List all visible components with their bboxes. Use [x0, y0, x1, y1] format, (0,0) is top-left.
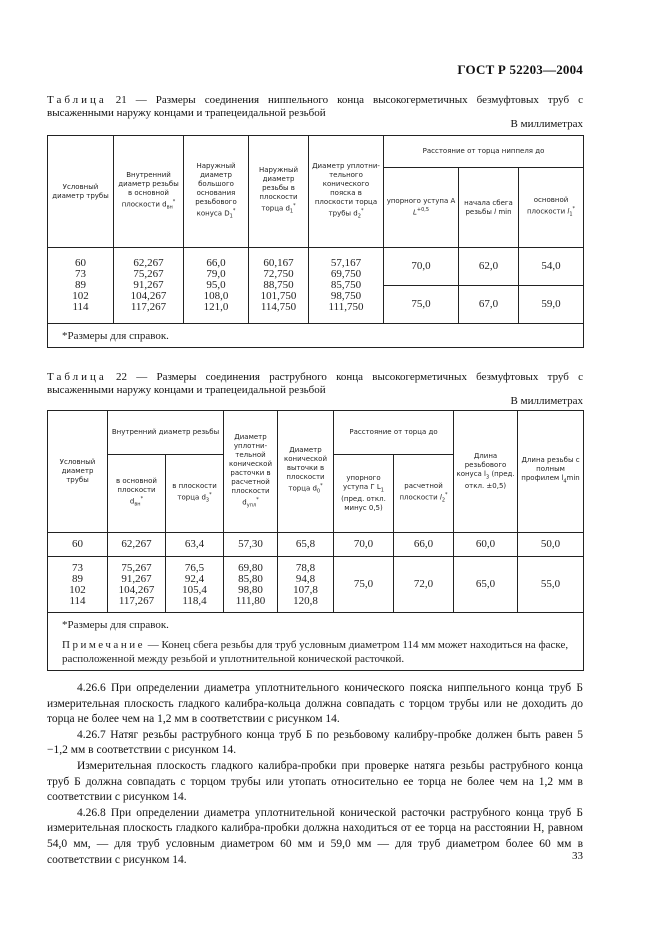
table21-caption-word: Таблица: [47, 94, 107, 106]
t21-head-distance-group: Расстояние от торца ниппеля до: [384, 136, 584, 168]
table21-caption-text: 21 — Размеры соединения ниппельного конца высокогерметичных безмуфтовых труб с высаженными наружу концами и трапецеидальной резьбой: [47, 94, 584, 119]
t22-cell-d3: 76,5 92,4 105,4 118,4: [166, 557, 224, 613]
table21-units: В миллиметрах: [510, 118, 583, 130]
t21-cell-lmin-1: 62,0: [459, 248, 519, 286]
t22-head-l3: Длина резьбового конуса $l_3$ (пред. откл. ±0,5): [454, 411, 518, 533]
paragraph-4-26-7: 4.26.7 Натяг резьбы раструбного конца труб Б по резьбовому калибру-пробке должен быть равен 5 −1,2 мм в соответствии с рисунком 14.: [47, 728, 583, 757]
t21-cell-L-2: 75,0: [384, 286, 459, 324]
t21-cell-l1-1: 54,0: [519, 248, 584, 286]
table21-caption: [47, 94, 583, 120]
t22-cell-l2: 72,0: [394, 557, 454, 613]
t22-footnote: *Размеры для справок.: [62, 618, 169, 631]
t22-head-l2: расчетной плоскости $l_2^*$: [394, 455, 454, 533]
t22-cell-dvn: 75,267 91,267 104,267 117,267: [108, 557, 166, 613]
t21-cell-D1: 66,0 79,0 95,0 108,0 121,0: [184, 248, 249, 324]
t22-head-distance-group: Расстояние от торца до: [334, 411, 454, 455]
t22-r1-l3: 60,0: [454, 533, 518, 557]
t21-head-diameter: Условный диаметр трубы: [48, 136, 114, 248]
t22-head-d0: Диаметр конической выточки в плоскости торца $d_0^*$: [278, 411, 334, 533]
t22-head-L1: упорного уступа Г $L_1$ (пред. откл. минус 0,5): [334, 455, 394, 533]
t21-cell-L-1: 70,0: [384, 248, 459, 286]
t21-head-lmin: начала сбега резьбы l min: [459, 168, 519, 248]
t22-r1-d3: 63,4: [166, 533, 224, 557]
t22-head-dupl: Диаметр уплотни-тельной конической расточки в расчетной плоскости $d_{упл}^*$: [224, 411, 278, 533]
paragraph-measuring-plane: Измерительная плоскость гладкого калибра-пробки при проверке натяга резьбы раструбного конца труб Б должна совпадать с торцом трубы или утопать относительно ее торца не более чем на 1,2 мм в соответствии с рисунком 14.: [47, 759, 583, 804]
t21-cell-d2: 57,167 69,750 85,750 98,750 111,750: [309, 248, 384, 324]
t22-remark-text: — Конец сбега резьбы для труб условным диаметром 114 мм может находиться на фаске, расположенной между резьбой и уплотнительной конической расточкой.: [62, 638, 569, 665]
paragraph-4-26-8: 4.26.8 При определении диаметра уплотнительной конической расточки раструбного конца труб Б измерительная плоскость гладкого калибра-пробки должна находиться от ее торца на расстоянии H, равном 54,0 мм, — для труб условным диаметром 60 мм и 59,0 мм — для труб диаметром более 60 мм в соответствии с рисунком 14.: [47, 806, 583, 866]
table22: [47, 410, 584, 671]
t22-head-d3: в плоскости торца $d_3^*$: [166, 455, 224, 533]
t22-remark-word: Примечание: [62, 638, 145, 651]
table22-units: В миллиметрах: [510, 395, 583, 407]
t22-cell-l4: 55,0: [518, 557, 584, 613]
t21-cell-d1: 60,167 72,750 88,750 101,750 114,750: [249, 248, 309, 324]
t21-cell-l1-2: 59,0: [519, 286, 584, 324]
t22-r1-l2: 66,0: [394, 533, 454, 557]
body-text: [47, 681, 583, 868]
t21-head-d2: Диаметр уплотни-тельного конического пояска в плоскости торца трубы $d_2^*$: [309, 136, 384, 248]
page-number: 33: [572, 850, 583, 862]
t22-cell-d0: 78,8 94,8 107,8 120,8: [278, 557, 334, 613]
t22-cell-L1: 75,0: [334, 557, 394, 613]
t22-r1-dupl: 57,30: [224, 533, 278, 557]
t22-r1-diameter: 60: [48, 533, 108, 557]
t21-head-dvn: Внутренний диаметр резьбы в основной плоскости $d_{вн}^*$: [114, 136, 184, 248]
t22-r1-l4: 50,0: [518, 533, 584, 557]
table22-caption: [47, 371, 583, 397]
t21-cell-dvn: 62,267 75,267 91,267 104,267 117,267: [114, 248, 184, 324]
t22-r1-d0: 65,8: [278, 533, 334, 557]
t21-head-l1: основной плоскости $l_1^*$: [519, 168, 584, 248]
t22-head-inner-group: Внутренний диаметр резьбы: [108, 411, 224, 455]
t22-r1-dvn: 62,267: [108, 533, 166, 557]
table22-caption-text: 22 — Размеры соединения раструбного конца высокогерметичных безмуфтовых труб с высаженными наружу концами и трапецеидальной резьбой: [47, 371, 583, 396]
table22-caption-word: Таблица: [47, 371, 107, 383]
t21-head-D1: Наружный диаметр большого основания резьбового конуса $D_1^*$: [184, 136, 249, 248]
t22-cell-l3: 65,0: [454, 557, 518, 613]
t22-head-l4: Длина резьбы с полным профилем $l_4\min$: [518, 411, 584, 533]
t22-r1-L1: 70,0: [334, 533, 394, 557]
t22-cell-dupl: 69,80 85,80 98,80 111,80: [224, 557, 278, 613]
table21: [47, 135, 584, 348]
t21-cell-lmin-2: 67,0: [459, 286, 519, 324]
t22-notes: [48, 613, 584, 671]
t22-head-diameter: Условный диаметр трубы: [48, 411, 108, 533]
t21-footnote: *Размеры для справок.: [48, 324, 584, 348]
t22-remark: [62, 638, 569, 666]
t22-cell-diameters: 73 89 102 114: [48, 557, 108, 613]
standard-number: ГОСТ Р 52203—2004: [457, 62, 583, 77]
paragraph-4-26-6: 4.26.6 При определении диаметра уплотнительного конического пояска ниппельного конца труб Б измерительная плоскость гладкого калибра-кольца должна совпадать с торцом трубы или не доходить до торца не более чем на 1,2 мм в соответствии с рисунком 14.: [47, 682, 583, 726]
t22-head-dvn: в основной плоскости $d_{вн}^*$: [108, 455, 166, 533]
t21-cell-diameters: 60 73 89 102 114: [48, 248, 114, 324]
t21-head-d1: Наружный диаметр резьбы в плоскости торца $d_1^*$: [249, 136, 309, 248]
t21-head-L: упорного уступа А $L^{+0,5}$: [384, 168, 459, 248]
